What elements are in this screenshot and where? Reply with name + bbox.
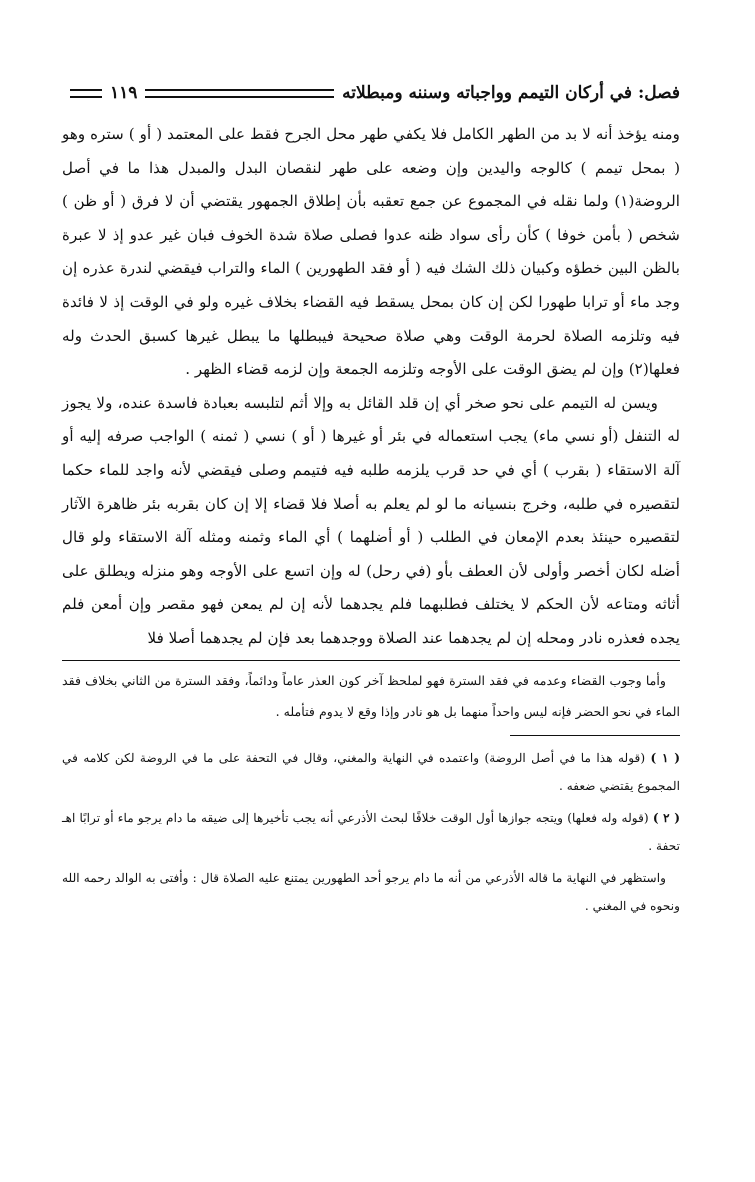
header-rule-short	[70, 89, 102, 98]
margin-note-text: وأما وجوب القضاء وعدمه في فقد السترة فهو لملحظ آخر كون العذر عاماً ودائماً، وفقد السترة من الثاني بخلاف فقد الماء في نحو الحضر فإنه ليس واحداً منهما بل هو نادر وإذا وقع لا يدوم فتأمله .	[62, 672, 680, 719]
footnotes	[62, 744, 680, 920]
footnote-2-mark: ( ٢ )	[652, 810, 680, 825]
footnote-1-mark: ( ١ )	[650, 750, 681, 765]
page	[62, 78, 680, 924]
footnote-rule	[510, 735, 680, 736]
footnote-2-continuation: واستظهر في النهاية ما قاله الأذرعي من أنه ما دام يرجو أحد الطهورين يمتنع عليه الصلاة قال : وأفتى به الوالد رحمه الله ونحوه في المغني .	[62, 870, 680, 913]
header-rule	[145, 89, 334, 98]
footnote-2	[62, 804, 680, 860]
main-text	[62, 118, 680, 656]
running-header	[62, 78, 680, 108]
paragraph-2: ويسن له التيمم على نحو صخر أي إن قلد القائل به وإلا أثم لتلبسه بعبادة فاسدة عنده، ولا يجوز له التنفل (أو نسي ماء) يجب استعماله في بئر أو غيرها ( أو ) نسي ( ثمنه ) الواجب صرفه إليه أو آلة الاستقاء ( بقرب ) أي في حد قرب يلزمه طلبه فيه فتيمم وصلى فيقضي لأنه واجد للماء حكما لتقصيره في طلبه، وخرج بنسيانه ما لو لم يعلم به أصلا فلا قضاء إلا إن كان بقربه بئر ظاهرة الآثار لتقصيره حينئذ بعدم الإمعان في الطلب ( أو أضلهما ) أي الماء وثمنه ومثله آلة الاستقاء ولو قال أضله لكان أخصر وأولى لأن العطف بأو (في رحل) له وإن اتسع على الأوجه وهو منزله ويطلق على أثاثه ومتاعه لأن الحكم لا يختلف فطلبهما فلم يجدهما لأنه إن لم يمعن فهو مقصر وإن أمعن فلم يجده فعذره نادر ومحله إن لم يجدهما عند الصلاة ووجدهما بعد فإن لم يجدهما أصلا فلا	[62, 393, 680, 647]
footnote-1-text: (قوله هذا ما في أصل الروضة) واعتمده في النهاية والمغني، وقال في التحفة على ما في الروضة لكن كلامه في المجموع يقتضي ضعفه .	[62, 750, 680, 793]
paragraph-1: ومنه يؤخذ أنه لا بد من الطهر الكامل فلا يكفي طهر محل الجرح فقط على المعتمد ( أو ) ستره وهو ( بمحل تيمم ) كالوجه واليدين وإن وضعه على طهر لنقصان البدل والمبدل هذا ما في أصل الروضة(١) ولما نقله في المجموع عن جمع تعقبه بأن إطلاق الجمهور يقتضي أن لا فرق ( أو ظن ) شخص ( بأمن خوفا ) كأن رأى سواد ظنه عدوا فصلى صلاة شدة الخوف فبان غير عدو إذ لا عبرة بالظن البين خطؤه وكبيان ذلك الشك فيه ( أو فقد الطهورين ) الماء والتراب فيقضي لندرة عذره إن وجد ماء أو ترابا طهورا لكن إن كان بمحل يسقط فيه القضاء بخلاف غيره ولو في الوقت إذ لا فائدة فيه وتلزمه الصلاة لحرمة الوقت وهي صلاة صحيحة فيبطلها ما يبطل غيرها كسبق الحدث وله فعلها(٢) وإن لم يضق الوقت على الأوجه وتلزمه الجمعة وإن لزمه قضاء الظهر .	[62, 125, 680, 379]
footnote-1	[62, 744, 680, 800]
margin-note-continuation	[62, 665, 680, 727]
chapter-title: فصل: في أركان التيمم وواجباته وسننه ومبطلاته	[342, 83, 680, 103]
page-number: ١١٩	[110, 83, 138, 103]
margin-separator	[62, 660, 680, 661]
footnote-2-text: (قوله وله فعلها) ويتجه جوازها أول الوقت خلافًا لبحث الأذرعي أنه يجب تأخيرها إلى ضيقه ما دام يرجو ماء أو ترابًا اهـ تحفة .	[62, 810, 680, 853]
